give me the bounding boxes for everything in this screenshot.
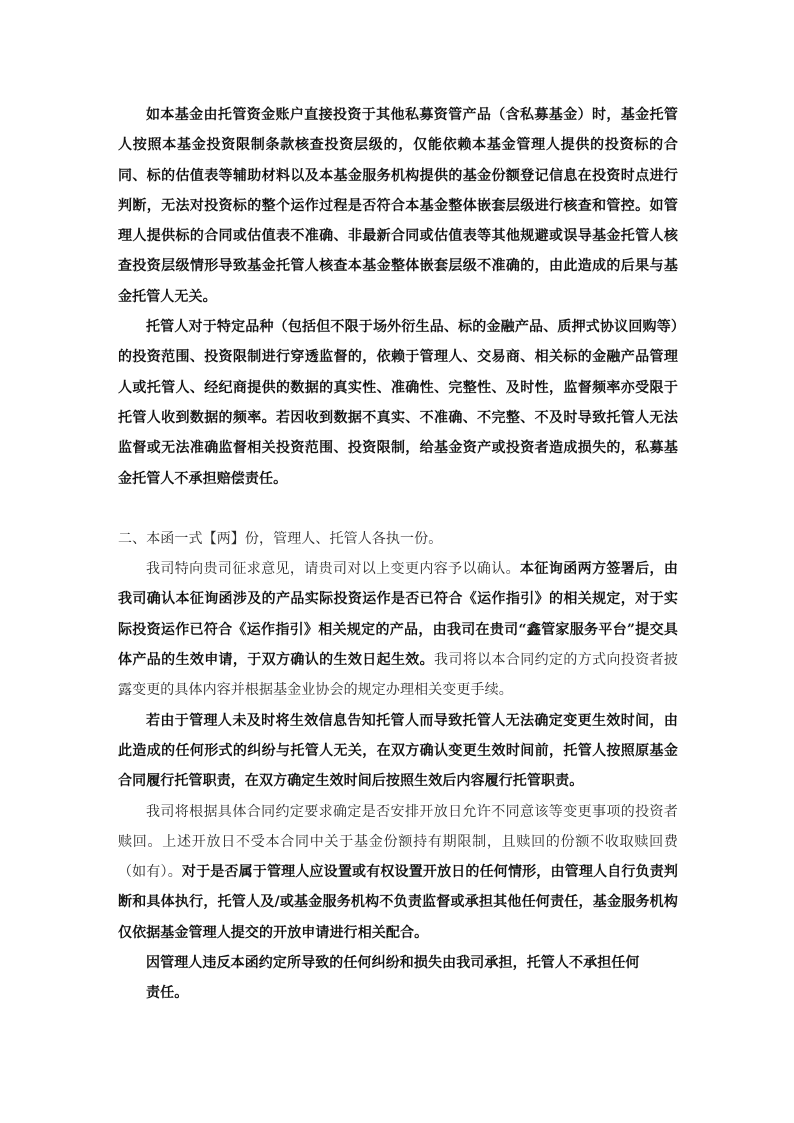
- paragraph-effective-notice: 若由于管理人未及时将生效信息告知托管人而导致托管人无法确定变更生效时间，由此造成的任何形式的纠纷与托管人无关，在双方确认变更生效时间前，托管人按照原基金合同履行托管职责，在双方确定生效时间后按照生效后内容履行托管职责。: [118, 712, 678, 790]
- confirmation-request-text: 我司特向贵司征求意见，请贵司对以上变更内容予以确认。: [146, 561, 521, 578]
- document-body: [118, 100, 678, 1009]
- liability-text-end: 责任。: [146, 985, 189, 1002]
- paragraph-nested-investment: 如本基金由托管资金账户直接投资于其他私募资管产品（含私募基金）时，基金托管人按照本基金投资限制条款核查投资层级的，仅能依赖本基金管理人提供的投资标的合同、标的估值表等辅助材料以及本基金服务机构提供的基金份额登记信息在投资时点进行判断，无法对投资标的整个运作过程是否符合本基金整体嵌套层级进行核查和管控。如管理人提供标的合同或估值表不准确、非最新合同或估值表等其他规避或误导基金托管人核查投资层级情形导致基金托管人核查本基金整体嵌套层级不准确的，由此造成的后果与基金托管人无关。: [118, 107, 678, 305]
- paragraph-gap: [118, 494, 678, 524]
- open-day-redemption-text: 我司将根据具体合同约定要求确定是否安排开放日允许不同意该等变更事项的投资者赎回。上述开放日不受本合同中关于基金份额持有期限制，且赎回的份额不收取赎回费（如有）。: [118, 803, 678, 881]
- paragraph-open-day: [118, 797, 678, 948]
- paragraph-confirmation: [118, 554, 678, 705]
- paragraph-specific-products: 托管人对于特定品种（包括但不限于场外衍生品、标的金融产品、质押式协议回购等）的投资范围、投资限制进行穿透监督的，依赖于管理人、交易商、相关标的金融产品管理人或托管人、经纪商提供的数据的真实性、准确性、完整性、及时性，监督频率亦受限于托管人收到数据的频率。若因收到数据不真实、不准确、不完整、不及时导致托管人无法监督或无法准确监督相关投资范围、投资限制，给基金资产或投资者造成损失的，私募基金托管人不承担赔偿责任。: [118, 319, 678, 487]
- liability-text: 因管理人违反本函约定所导致的任何纠纷和损失由我司承担，托管人不承担任何: [146, 955, 640, 972]
- open-day-responsibility-text: 对于是否属于管理人应设置或有权设置开放日的任何情形，由管理人自行负责判断和具体执行，托管人及/或基金服务机构不负责监督或承担其他任何责任，基金服务机构仅依据基金管理人提交的开放申请进行相关配合。: [118, 864, 679, 941]
- clause-two-copies: 二、本函一式【两】份，管理人、托管人各执一份。: [118, 530, 443, 547]
- confirmation-effective-text: 本征询函两方签署后，由我司确认本征询函涉及的产品实际投资运作是否已符合《运作指引》的相关规定，对于实际投资运作已符合《运作指引》相关规定的产品，由我司在贵司“鑫管家服务平台”提交具体产品的生效申请，于双方确认的生效日起生效。: [118, 561, 678, 669]
- confirmation-disclosure-text: 我司将以本合同约定的方式向投资者披露变更的具体内容并根据基金业协会的规定办理相关变更手续。: [118, 652, 678, 699]
- paragraph-liability: [118, 948, 678, 1009]
